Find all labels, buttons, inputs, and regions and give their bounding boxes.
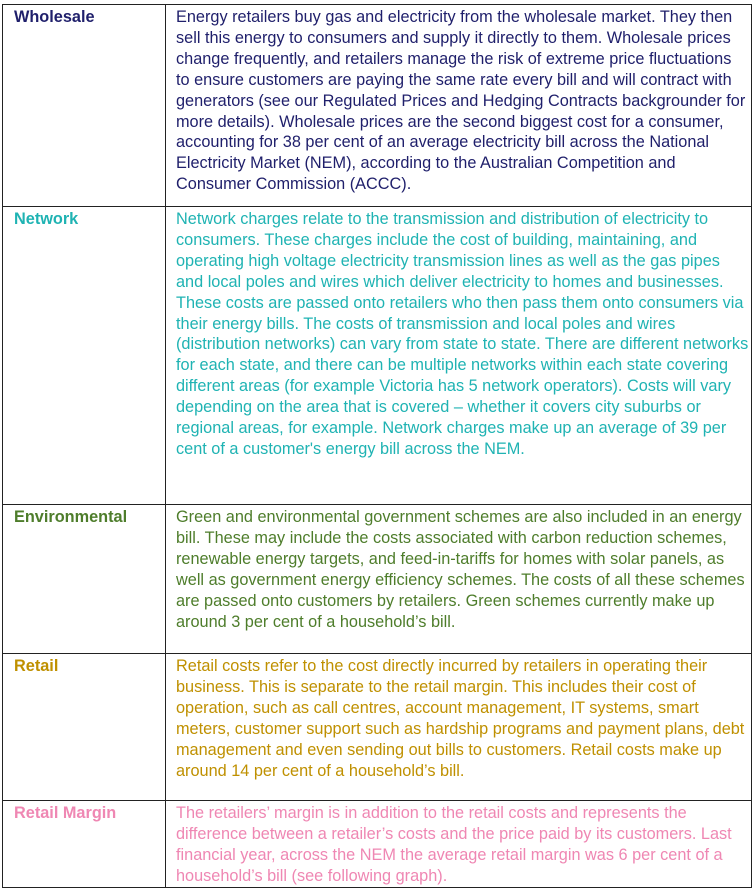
row-description-environmental: Green and environmental government schemes are also included in an energy bill. These may include the costs associated with carbon reduction schemes, renewable energy targets, and feed-in-tariffs for homes with solar panels, as well as government energy efficiency schemes. The costs of all these schemes are passed onto customers by retailers. Green schemes currently make up around 3 per cent of a household’s bill. (166, 505, 752, 654)
table-row-retail-margin (3, 801, 752, 888)
row-description-wholesale: Energy retailers buy gas and electricity from the wholesale market. They then sell this energy to consumers and supply it directly to them. Wholesale prices change frequently, and retailers manage the risk of extreme price fluctuations to ensure customers are paying the same rate every bill and will contract with generators (see our Regulated Prices and Hedging Contracts backgrounder for more details). Wholesale prices are the second biggest cost for a consumer, accounting for 38 per cent of an average electricity bill across the National Electricity Market (NEM), according to the Australian Competition and Consumer Commission (ACCC). (166, 5, 752, 207)
row-label-retail-margin: Retail Margin (3, 801, 166, 888)
row-description-network: Network charges relate to the transmission and distribution of electricity to consumers. These charges include the cost of building, maintaining, and operating high voltage electricity transmission lines as well as the gas pipes and local poles and wires which deliver electricity to homes and businesses. These costs are passed onto retailers who then pass them onto consumers via their energy bills. The costs of transmission and local poles and wires (distribution networks) can vary from state to state. There are different networks for each state, and there can be multiple networks within each state covering different areas (for example Victoria has 5 network operators). Costs will vary depending on the area that is covered – whether it covers city suburbs or regional areas, for example. Network charges make up an average of 39 per cent of a customer's energy bill across the NEM. (166, 207, 752, 505)
table-row-environmental (3, 505, 752, 654)
row-label-environmental: Environmental (3, 505, 166, 654)
row-description-retail: Retail costs refer to the cost directly incurred by retailers in operating their business. This is separate to the retail margin. This includes their cost of operation, such as call centres, account management, IT systems, smart meters, customer support such as hardship programs and payment plans, debt management and even sending out bills to customers. Retail costs make up around 14 per cent of a household’s bill. (166, 654, 752, 801)
energy-bill-components-table (2, 4, 752, 888)
table-row-wholesale (3, 5, 752, 207)
row-description-retail-margin: The retailers’ margin is in addition to the retail costs and represents the difference between a retailer’s costs and the price paid by its customers. Last financial year, across the NEM the average retail margin was 6 per cent of a household’s bill (see following graph). (166, 801, 752, 888)
row-label-retail: Retail (3, 654, 166, 801)
table-row-network (3, 207, 752, 505)
table-row-retail (3, 654, 752, 801)
row-label-network: Network (3, 207, 166, 505)
row-label-wholesale: Wholesale (3, 5, 166, 207)
